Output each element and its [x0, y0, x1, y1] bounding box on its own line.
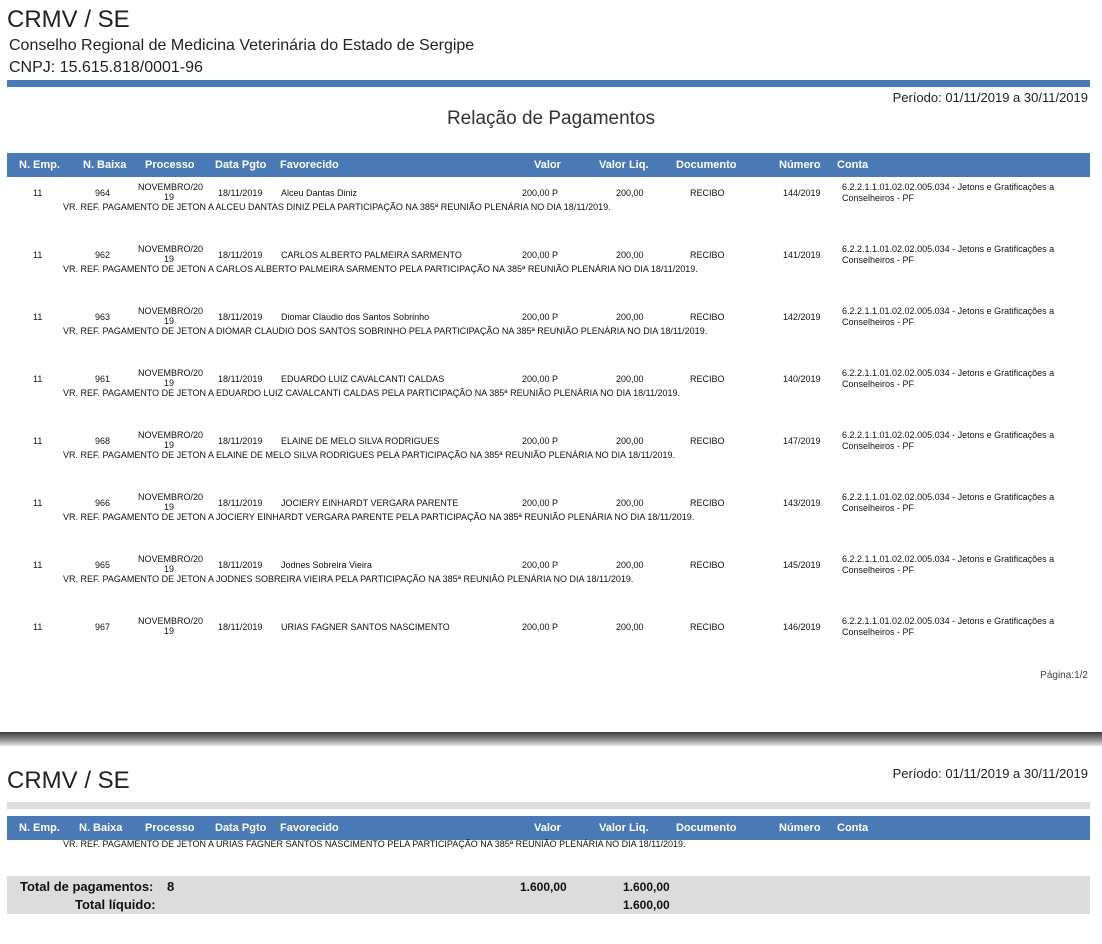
cell-valor: 200,00 P — [522, 374, 559, 384]
cell-valor-liq: 200,00 — [616, 374, 644, 384]
cell-data: 18/11/2019 — [218, 436, 263, 446]
row-description: VR. REF. PAGAMENTO DE JETON A CARLOS ALBERTO PALMEIRA SARMENTO PELA PARTICIPAÇÃO NA 385ª REUNIÃO PLENÁRIA NO DIA 18/11/2019. — [63, 264, 698, 274]
total-liquido-label: Total líquido: — [75, 897, 156, 912]
cell-emp: 11 — [33, 312, 43, 322]
cell-emp: 11 — [33, 374, 43, 384]
cell-valor-liq: 200,00 — [616, 622, 644, 632]
cell-numero: 143/2019 — [783, 498, 821, 508]
cell-favorecido: ELAINE DE MELO SILVA RODRIGUES — [281, 436, 440, 446]
table-row — [0, 430, 1102, 492]
col-favorecido: Favorecido — [280, 159, 339, 171]
total-valor: 1.600,00 — [520, 880, 567, 894]
row-description: VR. REF. PAGAMENTO DE JETON A ELAINE DE MELO SILVA RODRIGUES PELA PARTICIPAÇÃO NA 385ª REUNIÃO PLENÁRIA NO DIA 18/11/2019. — [63, 450, 676, 460]
cell-conta: 6.2.2.1.1.01.02.02.005.034 - Jetons e Gratificações a Conselheiros - PF — [842, 368, 1055, 389]
cell-conta: 6.2.2.1.1.01.02.02.005.034 - Jetons e Gratificações a Conselheiros - PF — [842, 430, 1055, 451]
cell-documento: RECIBO — [690, 622, 725, 632]
page2-org-short-title: CRMV / SE — [7, 767, 130, 794]
col-data: Data Pgto — [215, 159, 267, 171]
cell-valor: 200,00 P — [522, 312, 559, 322]
col-liq: Valor Liq. — [599, 822, 649, 834]
cell-favorecido: Jodnes Sobreira Vieira — [281, 560, 372, 570]
cell-data: 18/11/2019 — [218, 498, 263, 508]
cell-baixa: 964 — [95, 188, 111, 198]
cell-baixa: 965 — [95, 560, 111, 570]
cell-numero: 142/2019 — [783, 312, 821, 322]
page-separator — [0, 732, 1102, 746]
cell-conta: 6.2.2.1.1.01.02.02.005.034 - Jetons e Gratificações a Conselheiros - PF — [842, 244, 1055, 265]
cell-documento: RECIBO — [690, 188, 725, 198]
header-rule — [7, 80, 1090, 87]
cell-processo: NOVEMBRO/20 19 — [138, 306, 204, 326]
cell-valor-liq: 200,00 — [616, 250, 644, 260]
cell-valor-liq: 200,00 — [616, 560, 644, 570]
cell-documento: RECIBO — [690, 312, 725, 322]
cell-data: 18/11/2019 — [218, 560, 263, 570]
table-row — [0, 244, 1102, 306]
cell-conta: 6.2.2.1.1.01.02.02.005.034 - Jetons e Gratificações a Conselheiros - PF — [842, 492, 1055, 513]
cell-baixa: 966 — [95, 498, 111, 508]
cell-valor-liq: 200,00 — [616, 312, 644, 322]
page2-period-label: Período: 01/11/2019 a 30/11/2019 — [892, 766, 1088, 781]
total-payments-label: Total de pagamentos: — [20, 879, 154, 894]
page-number: Página:1/2 — [1040, 670, 1088, 681]
cell-data: 18/11/2019 — [218, 188, 263, 198]
table-row — [0, 368, 1102, 430]
cell-conta: 6.2.2.1.1.01.02.02.005.034 - Jetons e Gratificações a Conselheiros - PF — [842, 182, 1055, 203]
col-numero: Número — [779, 822, 821, 834]
cell-documento: RECIBO — [690, 374, 725, 384]
col-valor: Valor — [534, 159, 561, 171]
cell-documento: RECIBO — [690, 498, 725, 508]
total-payments-count: 8 — [167, 879, 175, 894]
cell-processo: NOVEMBRO/20 19 — [138, 492, 204, 512]
cell-favorecido: JOCIERY EINHARDT VERGARA PARENTE — [281, 498, 459, 508]
col-processo: Processo — [145, 822, 195, 834]
col-processo: Processo — [145, 159, 195, 171]
page2-table-header — [7, 816, 1090, 840]
table-row — [0, 616, 1102, 678]
cell-favorecido: Diomar Claudio dos Santos Sobrinho — [281, 312, 430, 322]
cell-data: 18/11/2019 — [218, 312, 263, 322]
col-conta: Conta — [837, 822, 869, 834]
org-short-title: CRMV / SE — [7, 6, 130, 33]
cell-numero: 141/2019 — [783, 250, 821, 260]
row-description: VR. REF. PAGAMENTO DE JETON A ALCEU DANTAS DINIZ PELA PARTICIPAÇÃO NA 385ª REUNIÃO PLENÁRIA NO DIA 18/11/2019. — [63, 202, 611, 212]
col-favorecido: Favorecido — [280, 822, 339, 834]
cell-numero: 147/2019 — [783, 436, 821, 446]
cell-documento: RECIBO — [690, 560, 725, 570]
col-conta: Conta — [837, 159, 869, 171]
cell-numero: 146/2019 — [783, 622, 821, 632]
cell-numero: 144/2019 — [783, 188, 821, 198]
row-description: VR. REF. PAGAMENTO DE JETON A DIOMAR CLAUDIO DOS SANTOS SOBRINHO PELA PARTICIPAÇÃO NA 385ª REUNIÃO PLENÁRIA NO DIA 18/11/2019. — [63, 326, 708, 336]
cell-favorecido: CARLOS ALBERTO PALMEIRA SARMENTO — [281, 250, 462, 260]
cell-emp: 11 — [33, 250, 43, 260]
cell-numero: 145/2019 — [783, 560, 821, 570]
col-documento: Documento — [676, 159, 737, 171]
cell-valor: 200,00 P — [522, 250, 559, 260]
page2-rule — [7, 802, 1090, 809]
cell-processo: NOVEMBRO/20 19 — [138, 616, 204, 636]
table-row — [0, 306, 1102, 368]
total-liquido-value: 1.600,00 — [623, 898, 670, 912]
cell-valor: 200,00 P — [522, 436, 559, 446]
cell-valor-liq: 200,00 — [616, 436, 644, 446]
cell-conta: 6.2.2.1.1.01.02.02.005.034 - Jetons e Gratificações a Conselheiros - PF — [842, 554, 1055, 575]
col-baixa: N. Baixa — [83, 159, 127, 171]
cell-favorecido: Alceu Dantas Diniz — [281, 188, 358, 198]
cell-valor: 200,00 P — [522, 560, 559, 570]
cell-baixa: 963 — [95, 312, 111, 322]
cell-numero: 140/2019 — [783, 374, 821, 384]
col-documento: Documento — [676, 822, 737, 834]
cell-valor-liq: 200,00 — [616, 498, 644, 508]
cell-emp: 11 — [33, 188, 43, 198]
table-row — [0, 554, 1102, 616]
org-full-name: Conselho Regional de Medicina Veterinária do Estado de Sergipe — [9, 37, 475, 54]
cell-baixa: 962 — [95, 250, 111, 260]
cell-baixa: 967 — [95, 622, 111, 632]
cell-emp: 11 — [33, 498, 43, 508]
cell-valor-liq: 200,00 — [616, 188, 644, 198]
report-title: Relação de Pagamentos — [446, 108, 656, 129]
cell-processo: NOVEMBRO/20 19 — [138, 182, 204, 202]
col-emp: N. Emp. — [19, 822, 60, 834]
cell-processo: NOVEMBRO/20 19 — [138, 554, 204, 574]
cell-processo: NOVEMBRO/20 19 — [138, 430, 204, 450]
col-liq: Valor Liq. — [599, 159, 649, 171]
cell-valor: 200,00 P — [522, 498, 559, 508]
row-description: VR. REF. PAGAMENTO DE JETON A URIAS FAGNER SANTOS NASCIMENTO PELA PARTICIPAÇÃO NA 385ª REUNIÃO PLENÁRIA NO DIA 18/11/2019. — [63, 839, 686, 849]
cell-emp: 11 — [33, 436, 43, 446]
period-label: Período: 01/11/2019 a 30/11/2019 — [892, 90, 1088, 105]
col-emp: N. Emp. — [19, 159, 60, 171]
cell-favorecido: EDUARDO LUIZ CAVALCANTI CALDAS — [281, 374, 445, 384]
cell-conta: 6.2.2.1.1.01.02.02.005.034 - Jetons e Gratificações a Conselheiros - PF — [842, 616, 1055, 637]
totals-block — [7, 876, 1090, 914]
table-row — [0, 182, 1102, 244]
col-data: Data Pgto — [215, 822, 267, 834]
table-row — [0, 492, 1102, 554]
cell-favorecido: URIAS FAGNER SANTOS NASCIMENTO — [281, 622, 450, 632]
org-cnpj: CNPJ: 15.615.818/0001-96 — [9, 59, 203, 76]
cell-baixa: 968 — [95, 436, 111, 446]
total-valor-liq: 1.600,00 — [623, 880, 670, 894]
col-valor: Valor — [534, 822, 561, 834]
cell-emp: 11 — [33, 622, 43, 632]
col-numero: Número — [779, 159, 821, 171]
row-description: VR. REF. PAGAMENTO DE JETON A EDUARDO LUIZ CAVALCANTI CALDAS PELA PARTICIPAÇÃO NA 385ª REUNIÃO PLENÁRIA NO DIA 18/11/2019. — [63, 388, 681, 398]
row-description: VR. REF. PAGAMENTO DE JETON A JODNES SOBREIRA VIEIRA PELA PARTICIPAÇÃO NA 385ª REUNIÃO PLENÁRIA NO DIA 18/11/2019. — [63, 574, 634, 584]
cell-processo: NOVEMBRO/20 19 — [138, 244, 204, 264]
cell-data: 18/11/2019 — [218, 374, 263, 384]
table-header — [7, 153, 1090, 177]
cell-data: 18/11/2019 — [218, 250, 263, 260]
row-description: VR. REF. PAGAMENTO DE JETON A JOCIERY EINHARDT VERGARA PARENTE PELA PARTICIPAÇÃO NA 385ª REUNIÃO PLENÁRIA NO DIA 18/11/2019. — [63, 512, 695, 522]
col-baixa: N. Baixa — [79, 822, 123, 834]
cell-data: 18/11/2019 — [218, 622, 263, 632]
cell-baixa: 961 — [95, 374, 111, 384]
cell-valor: 200,00 P — [522, 188, 559, 198]
cell-processo: NOVEMBRO/20 19 — [138, 368, 204, 388]
cell-emp: 11 — [33, 560, 43, 570]
cell-documento: RECIBO — [690, 250, 725, 260]
cell-documento: RECIBO — [690, 436, 725, 446]
cell-valor: 200,00 P — [522, 622, 559, 632]
cell-conta: 6.2.2.1.1.01.02.02.005.034 - Jetons e Gratificações a Conselheiros - PF — [842, 306, 1055, 327]
